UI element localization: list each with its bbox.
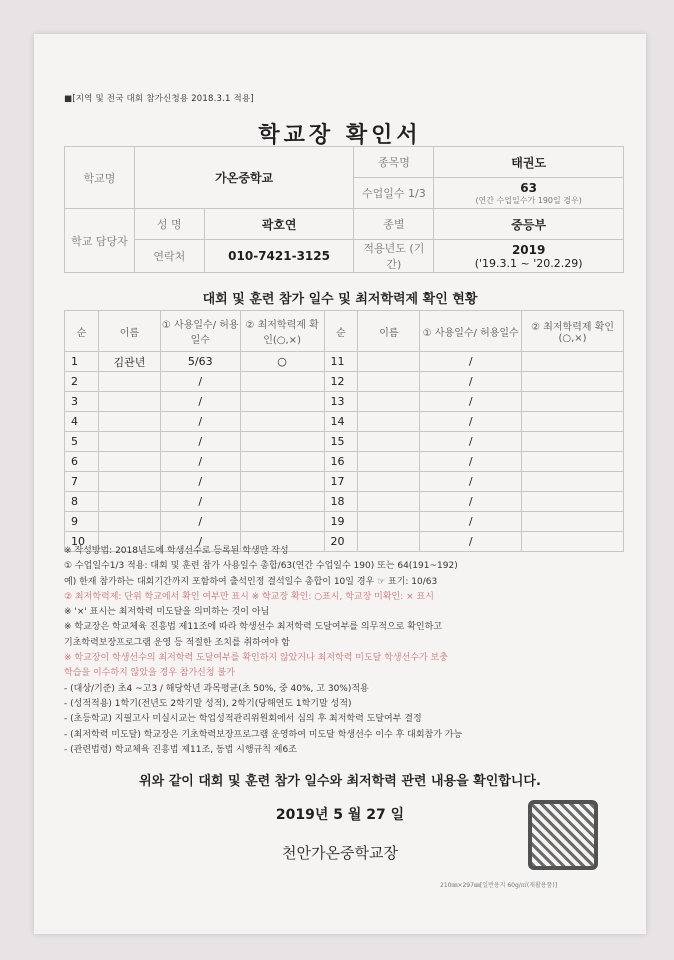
table-cell-check: [240, 452, 324, 472]
table-cell-name: [98, 392, 160, 412]
name-label: 성 명: [134, 209, 204, 240]
table-cell-no: 5: [65, 432, 99, 452]
table-cell-days2: /: [420, 492, 522, 512]
table-cell-name: [98, 512, 160, 532]
table-cell-name2: [358, 352, 420, 372]
school-label: 학교명: [65, 147, 135, 209]
header-cell: 이름: [98, 311, 160, 352]
table-cell-no2: 13: [324, 392, 358, 412]
table-row: [65, 452, 624, 472]
table-row: [65, 412, 624, 432]
header-cell: ① 사용일수/ 허용일수: [160, 311, 240, 352]
table-cell-days2: /: [420, 472, 522, 492]
note-line: - (최저학력 미도달) 학교장은 기초학력보장프로그램 운영하여 미도달 학생선수 이수 후 대회참가 가능: [64, 729, 463, 740]
contact-label: 연락처: [134, 240, 204, 273]
table-cell-days: /: [160, 412, 240, 432]
participation-table: [64, 310, 624, 552]
event-value: 태권도: [434, 147, 624, 178]
table-cell-name: [98, 492, 160, 512]
table-cell-check2: [522, 452, 624, 472]
table-row: [65, 432, 624, 452]
table-cell-no: 10: [65, 532, 99, 552]
table-cell-days: /: [160, 432, 240, 452]
table-cell-days: 5/63: [160, 352, 240, 372]
table-cell-check2: [522, 392, 624, 412]
table-cell-check2: [522, 492, 624, 512]
table-cell-days2: /: [420, 412, 522, 432]
table-row: [65, 372, 624, 392]
table-row: [65, 352, 624, 372]
table-subtitle: 대회 및 훈련 참가 일수 및 최저학력제 확인 현황: [202, 292, 478, 307]
table-cell-name2: [358, 412, 420, 432]
table-cell-check: [240, 392, 324, 412]
table-cell-days2: /: [420, 512, 522, 532]
year-period: ('19.3.1 ~ '20.2.29): [474, 256, 583, 270]
table-cell-name2: [358, 492, 420, 512]
note-line: - (초등학교) 지필고사 미실시교는 학업성적관리위원회에서 심의 후 최저학력 도달여부 결정: [64, 714, 422, 725]
level-value: 중등부: [434, 209, 624, 240]
table-cell-check: [240, 492, 324, 512]
table-cell-no: 1: [65, 352, 99, 372]
note-line: ※ '×' 표시는 최저학력 미도달을 의미하는 것이 아님: [64, 607, 270, 618]
note-line: - (성적적용) 1학기(전년도 2학기말 성적), 2학기(당해연도 1학기말 성적): [64, 698, 352, 709]
note-line: - (관련법령) 학교체육 진흥법 제11조, 동법 시행규칙 제6조: [64, 744, 297, 755]
note-line: ※ 작성방법: 2018년도에 학생선수로 등록된 학생만 작성: [64, 546, 289, 556]
table-cell-name: [98, 452, 160, 472]
table-cell-days: /: [160, 452, 240, 472]
header-note: ■[지역 및 전국 대회 참가신청용 2018.3.1 적용]: [64, 94, 254, 104]
header-cell: ② 최저학력제 확인(○,×): [240, 311, 324, 352]
table-cell-check: [240, 432, 324, 452]
document-date: 2019년 5 월 27 일: [275, 807, 405, 823]
school-info-table: [64, 146, 624, 273]
table-row: [65, 472, 624, 492]
table-cell-days: /: [160, 532, 240, 552]
school-name: 가온중학교: [134, 147, 354, 209]
table-cell-no: 2: [65, 372, 99, 392]
table-cell-no2: 20: [324, 532, 358, 552]
note-line: 예) 한재 참가하는 대회기간까지 포함하여 출석인정 결석일수 총합이 10일 경우 ☞ 표기: 10/63: [64, 576, 438, 587]
table-cell-check2: [522, 432, 624, 452]
year-cell: [434, 240, 624, 273]
table-cell-no2: 16: [324, 452, 358, 472]
note-line: 학습을 이수하지 않았을 경우 참가신청 불가: [64, 668, 235, 679]
table-cell-name: [98, 372, 160, 392]
table-cell-days: /: [160, 372, 240, 392]
days-label: 수업일수 1/3: [354, 178, 434, 209]
table-header-row: [65, 311, 624, 352]
table-cell-days2: /: [420, 452, 522, 472]
days-cell: [434, 178, 624, 209]
table-cell-check2: [522, 412, 624, 432]
table-cell-no: 4: [65, 412, 99, 432]
table-cell-check2: [522, 472, 624, 492]
table-cell-days2: /: [420, 372, 522, 392]
header-cell: 순: [65, 311, 99, 352]
table-cell-days2: /: [420, 432, 522, 452]
table-cell-check: [240, 372, 324, 392]
table-cell-check: [240, 512, 324, 532]
table-cell-name2: [358, 432, 420, 452]
table-cell-no: 3: [65, 392, 99, 412]
table-cell-days2: /: [420, 352, 522, 372]
header-cell: ② 최저학력제 확인(○,×): [522, 311, 624, 352]
table-cell-days2: /: [420, 532, 522, 552]
table-cell-days2: /: [420, 392, 522, 412]
table-cell-no2: 19: [324, 512, 358, 532]
confirm-statement: 위와 같이 대회 및 훈련 참가 일수와 최저학력 관련 내용을 확인합니다.: [139, 774, 541, 789]
table-cell-check: ○: [240, 352, 324, 372]
manager-name: 곽호연: [204, 209, 354, 240]
note-line: ※ 학교장은 학교체육 진흥법 제11조에 따라 학생선수 최저학력 도달여부를 의무적으로 확인하고: [64, 622, 442, 633]
table-row: [65, 492, 624, 512]
table-cell-check2: [522, 352, 624, 372]
note-line: ② 최저학력제: 단위 학교에서 확인 여부만 표시 ※ 학교장 확인: ○표시, 학교장 미확인: × 표시: [64, 591, 434, 602]
table-cell-name: [98, 472, 160, 492]
paper-spec-note: 210㎜×297㎜[일반용지 60g/㎡(재활용품)]: [440, 882, 558, 889]
table-cell-name: 김관년: [98, 352, 160, 372]
table-cell-check2: [522, 372, 624, 392]
table-cell-name: [98, 412, 160, 432]
note-line: ① 수업일수1/3 적용: 대회 및 훈련 참가 사용일수 총합/63(연간 수업일수 190) 또는 64(191~192): [64, 561, 458, 572]
table-cell-no: 8: [65, 492, 99, 512]
table-cell-no2: 18: [324, 492, 358, 512]
level-label: 종별: [354, 209, 434, 240]
table-cell-check2: [522, 512, 624, 532]
year-label: 적용년도 (기간): [354, 240, 434, 273]
table-cell-check: [240, 412, 324, 432]
table-cell-check: [240, 472, 324, 492]
note-line: - (대상/기준) 초4 ~고3 / 해당학년 과목평균(초 50%, 중 40%, 고 30%)적용: [64, 683, 369, 694]
header-cell: ① 사용일수/ 허용일수: [420, 311, 522, 352]
days-value: 63: [520, 180, 537, 195]
header-cell: 이름: [358, 311, 420, 352]
table-cell-no: 9: [65, 512, 99, 532]
notes-section: [64, 544, 624, 758]
contact-value: 010-7421-3125: [204, 240, 354, 273]
days-note: (연간 수업일수가 190일 경우): [475, 195, 582, 205]
table-row: [65, 392, 624, 412]
document-page: [34, 34, 646, 934]
table-cell-no: 6: [65, 452, 99, 472]
manager-label: 학교 담당자: [65, 209, 135, 273]
table-cell-name2: [358, 392, 420, 412]
table-cell-days: /: [160, 512, 240, 532]
note-line: ※ 학교장이 학생선수의 최저학력 도달여부를 확인하지 않았거나 최저학력 미도달 학생선수가 보충: [64, 653, 448, 664]
table-cell-no2: 15: [324, 432, 358, 452]
official-seal-icon: [528, 800, 598, 870]
document-title: 학교장 확인서: [258, 123, 422, 148]
table-cell-name2: [358, 372, 420, 392]
table-cell-no2: 14: [324, 412, 358, 432]
table-cell-name2: [358, 472, 420, 492]
table-cell-name: [98, 432, 160, 452]
table-cell-no2: 12: [324, 372, 358, 392]
table-cell-days: /: [160, 492, 240, 512]
event-label: 종목명: [354, 147, 434, 178]
header-cell: 순: [324, 311, 358, 352]
table-cell-name2: [358, 512, 420, 532]
table-cell-no2: 17: [324, 472, 358, 492]
table-cell-days: /: [160, 392, 240, 412]
table-cell-no2: 11: [324, 352, 358, 372]
signature-line: 천안가온중학교장: [282, 844, 398, 862]
year-value: 2019: [511, 242, 546, 257]
table-cell-days: /: [160, 472, 240, 492]
note-line: 기초학력보장프로그램 운영 등 적절한 조치를 취하여야 함: [64, 637, 290, 648]
table-cell-name2: [358, 452, 420, 472]
table-cell-no: 7: [65, 472, 99, 492]
table-row: [65, 512, 624, 532]
